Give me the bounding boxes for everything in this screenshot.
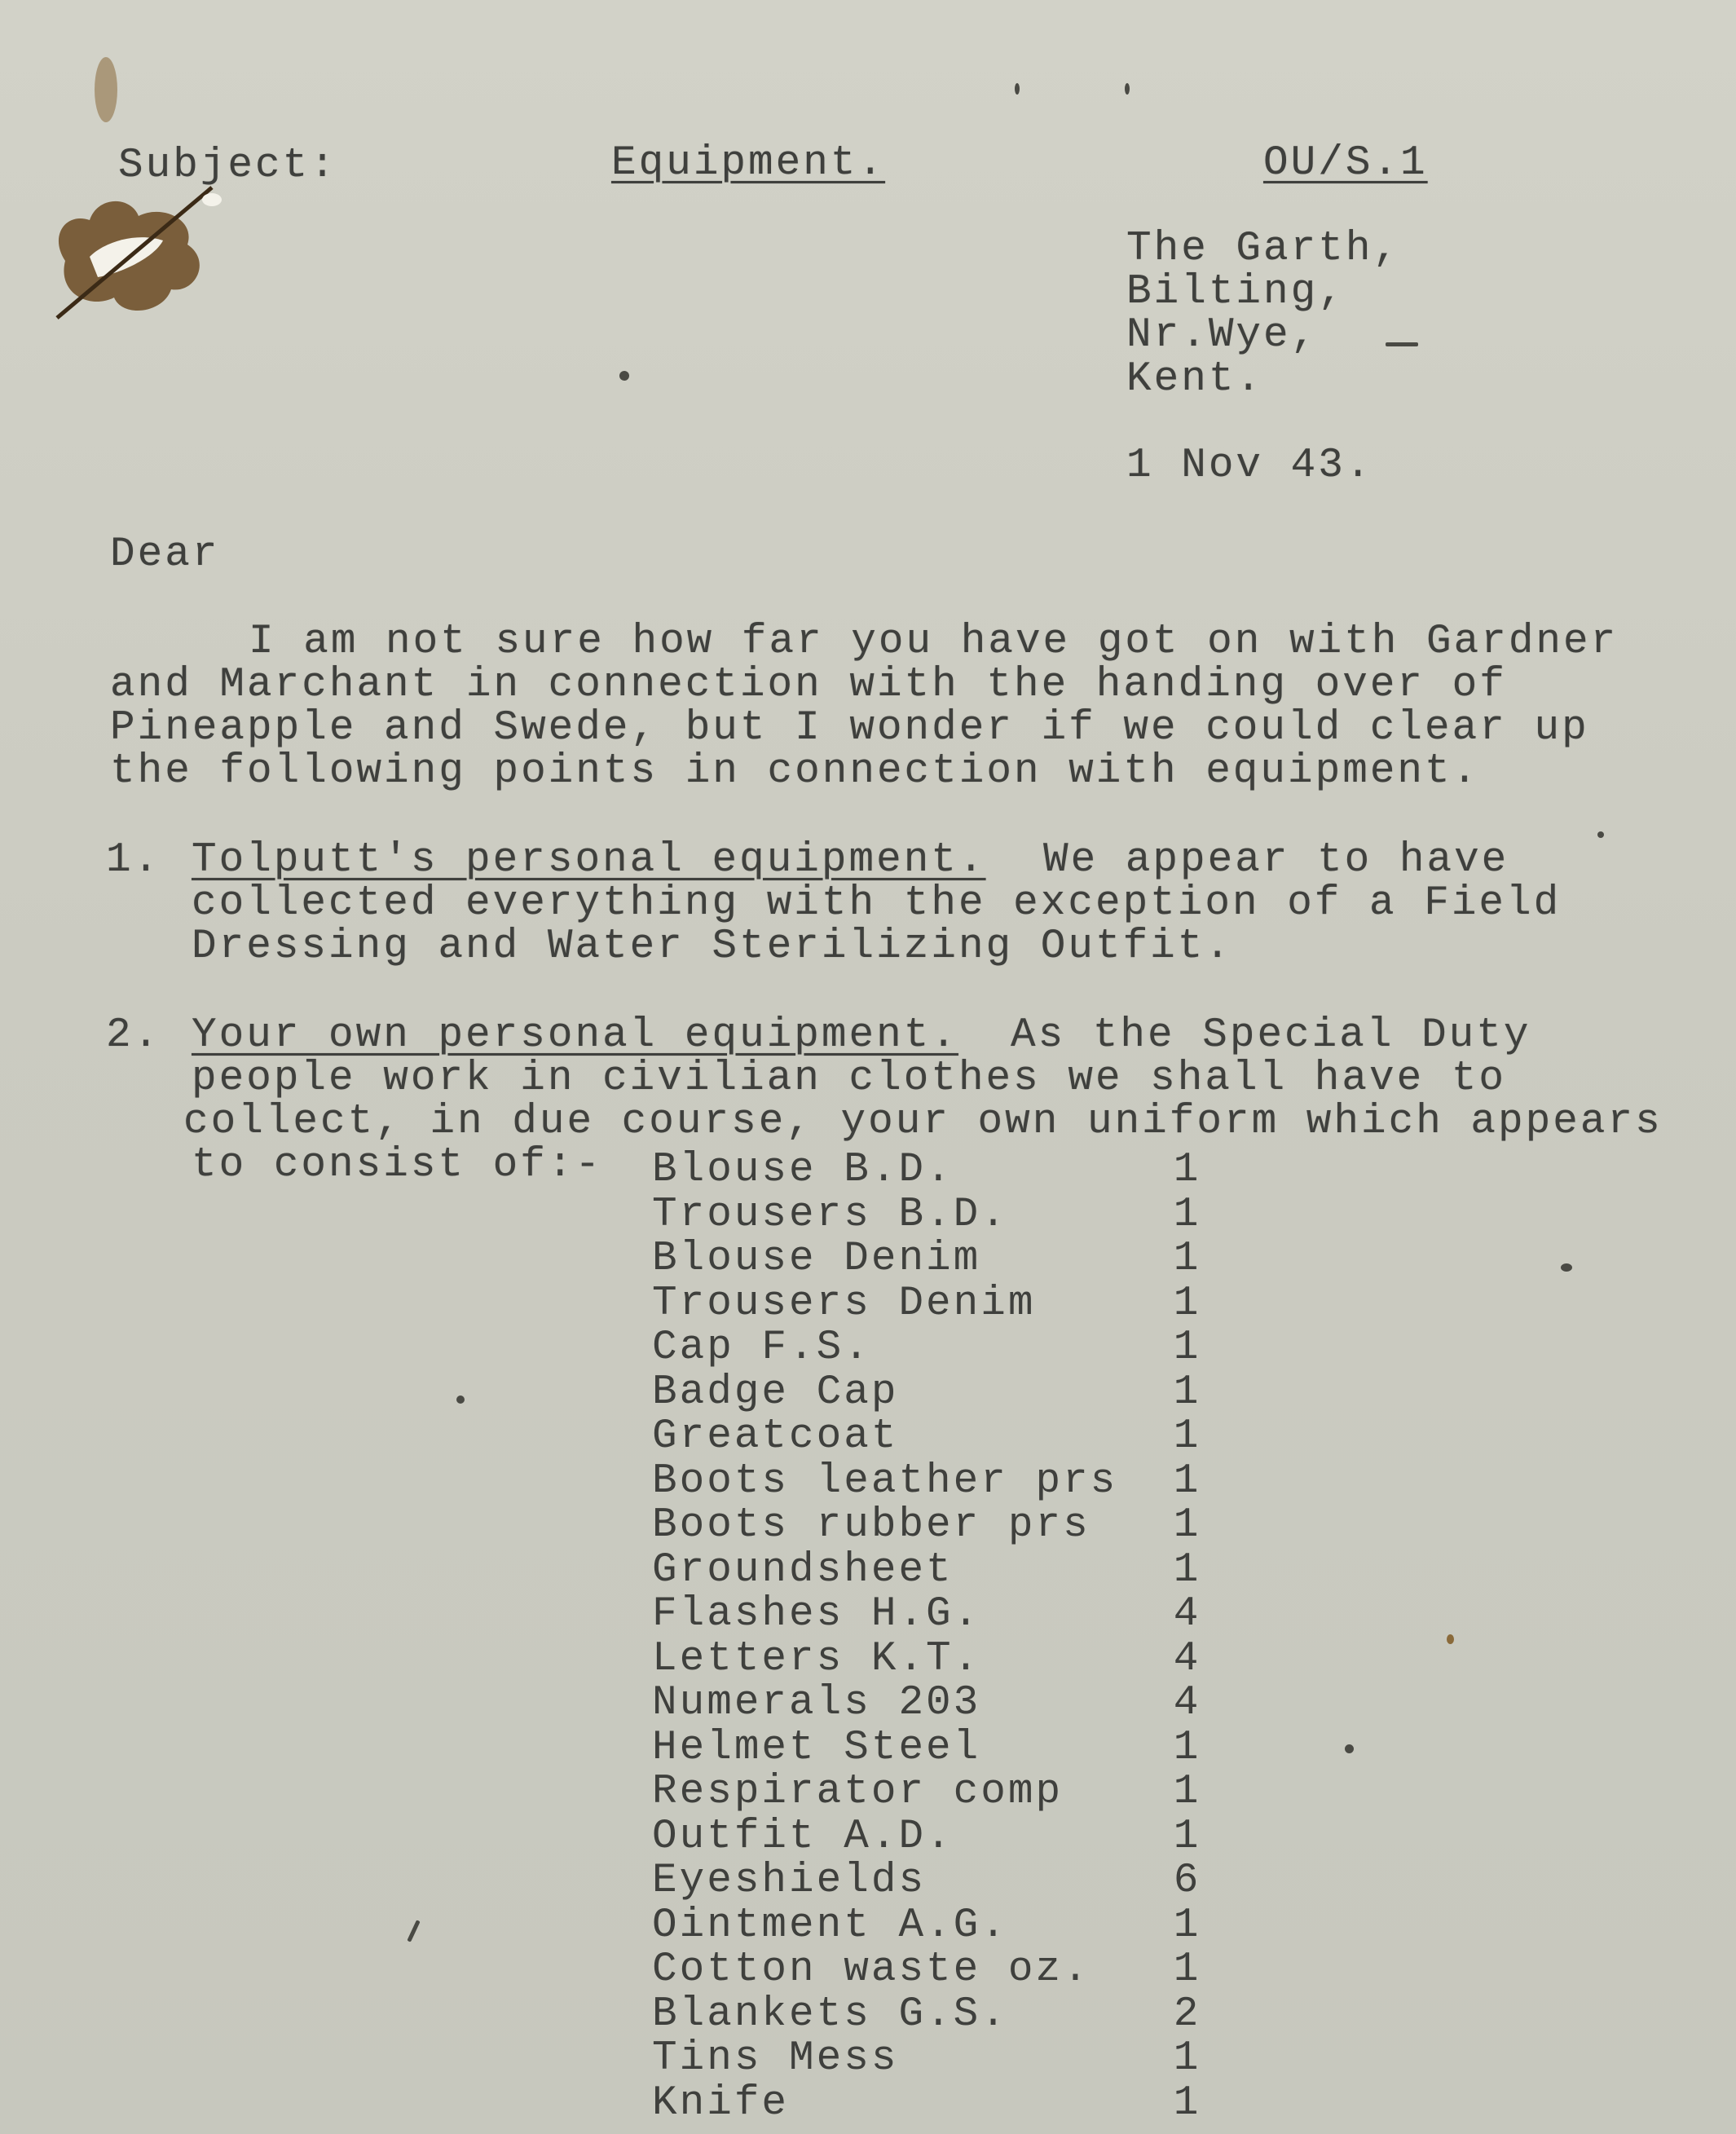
equipment-item-quantity: 1: [1173, 1192, 1199, 1238]
equipment-item-quantity: 1: [1173, 1947, 1199, 1993]
paper-speck: [1015, 83, 1020, 95]
paper-speck: [1447, 1634, 1454, 1644]
intro-line-1: I am not sure how far you have got on with Gardner: [249, 619, 1619, 665]
point-2-heading: Your own personal equipment.: [192, 1012, 958, 1059]
salutation: Dear: [110, 531, 220, 578]
paper-speck: [1561, 1263, 1572, 1272]
address-line-4: Kent.: [1126, 356, 1264, 403]
equipment-item-quantity: 4: [1173, 1636, 1199, 1682]
equipment-item-quantity: 1: [1173, 1413, 1199, 1460]
equipment-item-quantity: 1: [1173, 1369, 1199, 1416]
equipment-item-quantity: 1: [1173, 1325, 1199, 1371]
equipment-item-name: Groundsheet: [652, 1547, 954, 1594]
paper-speck: [1125, 83, 1130, 95]
equipment-item-quantity: 1: [1173, 1769, 1199, 1815]
point-1-line-3: Dressing and Water Sterilizing Outfit.: [192, 924, 1232, 970]
point-1-heading: Tolputt's personal equipment.: [192, 837, 986, 884]
equipment-item-name: Greatcoat: [652, 1413, 899, 1460]
paper-speck: [1597, 831, 1604, 838]
subject-value: Equipment.: [611, 140, 886, 187]
point-2-number: 2.: [106, 1012, 161, 1059]
point-1-number: 1.: [106, 837, 161, 884]
intro-line-4: the following points in connection with equipment.: [110, 748, 1480, 795]
equipment-item-name: Tins Mess: [652, 2035, 899, 2082]
equipment-item-quantity: 1: [1173, 2035, 1199, 2082]
equipment-item-quantity: 1: [1173, 1458, 1199, 1505]
equipment-item-name: Cap F.S.: [652, 1325, 871, 1371]
equipment-item-name: Letters K.T.: [652, 1636, 981, 1682]
intro-line-2: and Marchant in connection with the handing over of: [110, 662, 1507, 708]
equipment-item-name: Numerals 203: [652, 1680, 981, 1726]
equipment-item-quantity: 2: [1173, 1991, 1199, 2038]
equipment-item-name: Helmet Steel: [652, 1725, 981, 1771]
intro-line-3: Pineapple and Swede, but I wonder if we could clear up: [110, 705, 1589, 752]
paper-speck: [619, 371, 629, 381]
equipment-item-quantity: 1: [1173, 1814, 1199, 1860]
equipment-item-quantity: 1: [1173, 1725, 1199, 1771]
letter-date: 1 Nov 43.: [1126, 443, 1373, 489]
reference-number: OU/S.1: [1263, 140, 1428, 187]
equipment-item-name: Outfit A.D.: [652, 1814, 954, 1860]
address-line-3: Nr.Wye,: [1126, 312, 1319, 359]
equipment-item-name: Cotton waste oz.: [652, 1947, 1091, 1993]
equipment-item-name: Knife: [652, 2080, 790, 2127]
point-1-line-2: collected everything with the exception of a Field: [192, 880, 1562, 927]
paper-speck: [407, 1920, 420, 1942]
equipment-item-name: Flashes H.G.: [652, 1591, 981, 1638]
address-line-2: Bilting,: [1126, 269, 1346, 315]
equipment-item-quantity: 4: [1173, 1591, 1199, 1638]
equipment-item-quantity: 1: [1173, 1236, 1199, 1282]
point-2-line-2: people work in civilian clothes we shall have to: [192, 1056, 1507, 1102]
equipment-item-quantity: 1: [1173, 1147, 1199, 1193]
equipment-item-quantity: 1: [1173, 1502, 1199, 1549]
equipment-item-name: Boots leather prs: [652, 1458, 1118, 1505]
equipment-item-name: Trousers Denim: [652, 1281, 1036, 1327]
equipment-item-quantity: 1: [1173, 1281, 1199, 1327]
equipment-item-name: Trousers B.D.: [652, 1192, 1008, 1238]
equipment-item-name: Blouse Denim: [652, 1236, 981, 1282]
equipment-item-name: Badge Cap: [652, 1369, 899, 1416]
equipment-item-name: Eyeshields: [652, 1858, 927, 1904]
burn-stain-mark: [41, 57, 228, 334]
point-2-line-3: collect, in due course, your own uniform which appears: [183, 1099, 1663, 1145]
equipment-item-quantity: 4: [1173, 1680, 1199, 1726]
equipment-item-name: Respirator comp: [652, 1769, 1064, 1815]
point-2-line-4: to consist of:-: [192, 1142, 603, 1188]
paper-speck: [1386, 342, 1418, 346]
paper-speck: [456, 1395, 465, 1404]
subject-label: Subject:: [118, 143, 337, 189]
point-1-line-1: We appear to have: [1043, 837, 1509, 884]
equipment-item-quantity: 1: [1173, 1547, 1199, 1594]
equipment-item-quantity: 1: [1173, 1903, 1199, 1949]
address-line-1: The Garth,: [1126, 226, 1401, 272]
paper-speck: [1345, 1744, 1354, 1753]
equipment-item-name: Ointment A.G.: [652, 1903, 1008, 1949]
point-2-line-1: As the Special Duty: [1011, 1012, 1531, 1059]
equipment-item-name: Blouse B.D.: [652, 1147, 954, 1193]
equipment-item-quantity: 6: [1173, 1858, 1199, 1904]
equipment-item-name: Blankets G.S.: [652, 1991, 1008, 2038]
equipment-item-quantity: 1: [1173, 2080, 1199, 2127]
equipment-item-name: Boots rubber prs: [652, 1502, 1091, 1549]
